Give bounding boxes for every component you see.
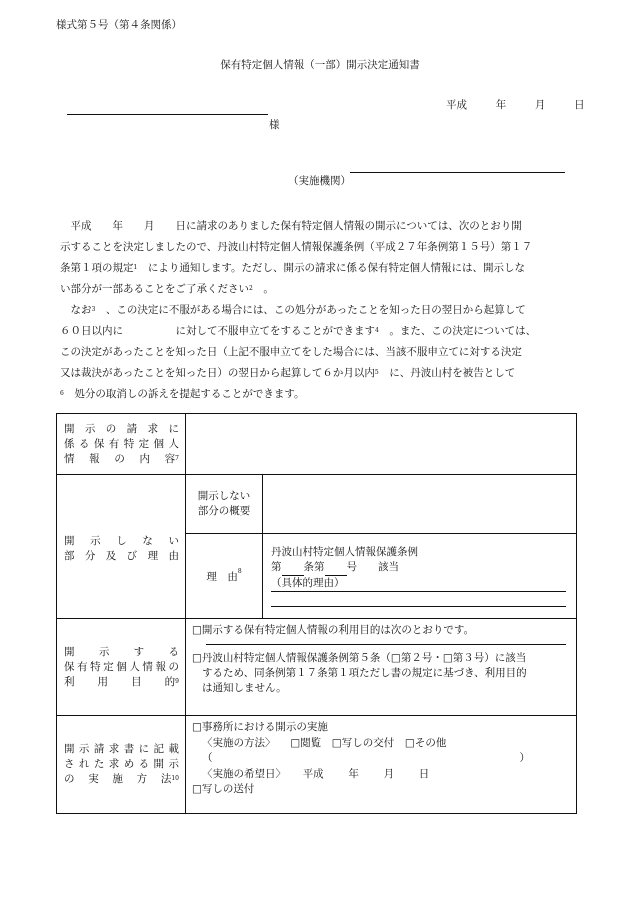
- body-line: なお$^3$ 、この決定に不服がある場合には、この処分があったことを知った日の翌日から起算して: [60, 304, 526, 316]
- date-era: 平成: [446, 99, 467, 111]
- purpose-header-line-3: 利 用 目 的$^9$: [64, 675, 179, 688]
- purpose-blank-line[interactable]: [206, 638, 566, 645]
- body-paragraph-2: [60, 300, 580, 405]
- method-wish-date[interactable]: 〈実施の希望日〉 平成 年 月 日: [202, 767, 430, 780]
- content-value-cell[interactable]: [186, 414, 577, 475]
- addressee-suffix: 様: [269, 119, 280, 131]
- footnote-marker: 6: [60, 390, 64, 397]
- purpose-header-line-2: 保 有 特 定 個 人 情 報 の: [64, 660, 179, 673]
- method-header-line-1: 開 示 請 求 書 に 記 載: [64, 743, 179, 755]
- body-line: 示することを決定しましたので、丹波山村特定個人情報保護条例（平成２７年条例第１５号）第１７: [60, 241, 533, 253]
- purpose-value-cell: [186, 619, 577, 716]
- method-other-checkbox[interactable]: □その他: [404, 736, 447, 749]
- content-header-line-1: 開 示 の 請 求 に: [64, 422, 179, 435]
- agency-line: [350, 172, 565, 173]
- reason-article: 第 条第 号 該当: [271, 560, 566, 576]
- method-header-line-3: の 実 施 方 法$^{10}$: [64, 773, 179, 785]
- footnote-marker: 2: [249, 285, 253, 292]
- date-year: 年: [495, 99, 507, 111]
- reason-ordinance: 丹波山村特定個人情報保護条例: [271, 546, 418, 558]
- footnote-marker: 7: [175, 454, 179, 462]
- body-paragraph-1: [60, 216, 580, 300]
- reason-label: 理 由$^8$: [186, 534, 263, 619]
- reason-value-cell[interactable]: [263, 534, 577, 619]
- summary-value-cell[interactable]: [263, 475, 577, 534]
- reason-blank-line[interactable]: [271, 605, 566, 607]
- content-header-line-2: 係 る 保 有 特 定 個 人: [64, 437, 179, 450]
- purpose-header: [57, 619, 186, 716]
- body-line: 又は裁決があったことを知った日）の翌日から起算して６か月以内$^5$ に、丹波山村を被告として: [60, 367, 516, 379]
- page-title: 保有特定個人情報（一部）開示決定通知書: [220, 59, 420, 71]
- content-header: [57, 414, 186, 475]
- body-line: ６０日以内に に対して不服申立てをすることができます$^4$ 。また、この決定については、: [60, 325, 537, 337]
- body-line: この決定があったことを知った日（上記不服申立てをした場合には、当該不服申立てに対する決定: [60, 346, 522, 358]
- body-line: 条第１項の規定$^1$ により通知します。ただし、開示の請求に係る保有特定個人情報には、開示しな: [60, 262, 525, 274]
- date-line: [446, 97, 585, 112]
- footnote-marker: 9: [175, 677, 179, 685]
- method-view-checkbox[interactable]: □閲覧: [290, 736, 322, 749]
- footnote-marker: 5: [374, 369, 379, 376]
- date-day: 日: [574, 99, 585, 111]
- footnote-marker: 10: [171, 775, 179, 782]
- body-line: $^6$ 処分の取消しの訴えを提起することができます。: [60, 388, 305, 400]
- addressee-line: [67, 114, 268, 115]
- footnote-marker: 3: [91, 306, 96, 313]
- body-line: い部分が一部あることをご了承ください$^2$ 。: [60, 283, 274, 295]
- purpose-option-1[interactable]: □開示する保有特定個人情報の利用目的は次のとおりです。: [192, 624, 475, 636]
- body-line: 平成 年 月 日に請求のありました保有特定個人情報の開示については、次のとおり開: [60, 220, 522, 232]
- method-copy-checkbox[interactable]: □写しの交付: [331, 736, 395, 749]
- reason-specific[interactable]: （具体的理由）: [271, 576, 566, 592]
- form-number: 様式第５号（第４条関係）: [56, 19, 182, 31]
- content-header-line-3: 情 報 の 内 容$^7$: [64, 452, 179, 465]
- agency-label: （実施機関）: [288, 175, 351, 187]
- nondisclosure-header: [57, 475, 186, 619]
- method-header-line-2: さ れ た 求 め る 開 示: [64, 758, 179, 770]
- purpose-option-2[interactable]: □丹波山村特定個人情報保護条例第５条（□第２号・□第３号）に該当 するため、同条例第１７条第１項ただし書の規定に基づき、利用目的 は通知しません。: [192, 652, 527, 694]
- method-office-option[interactable]: □事務所における開示の実施: [192, 721, 328, 733]
- nondisclosure-header-line-1: 開 示 し な い: [64, 534, 179, 547]
- footnote-marker: 1: [133, 264, 138, 271]
- footnote-marker: 4: [375, 327, 379, 334]
- disclosure-table: [56, 413, 577, 814]
- method-value-cell: [186, 716, 577, 814]
- method-mail-option[interactable]: □写しの送付: [192, 783, 255, 795]
- nondisclosure-header-line-2: 部 分 及 び 理 由: [64, 549, 179, 562]
- purpose-header-line-1: 開 示 す る: [64, 645, 179, 658]
- method-other-detail[interactable]: （ ）: [202, 752, 530, 764]
- summary-label: 開示しない 部分の概要: [186, 475, 263, 534]
- method-header: [57, 716, 186, 814]
- date-month: 月: [534, 99, 546, 111]
- method-types: 〈実施の方法〉 □閲覧 □写しの交付 □その他: [202, 736, 447, 749]
